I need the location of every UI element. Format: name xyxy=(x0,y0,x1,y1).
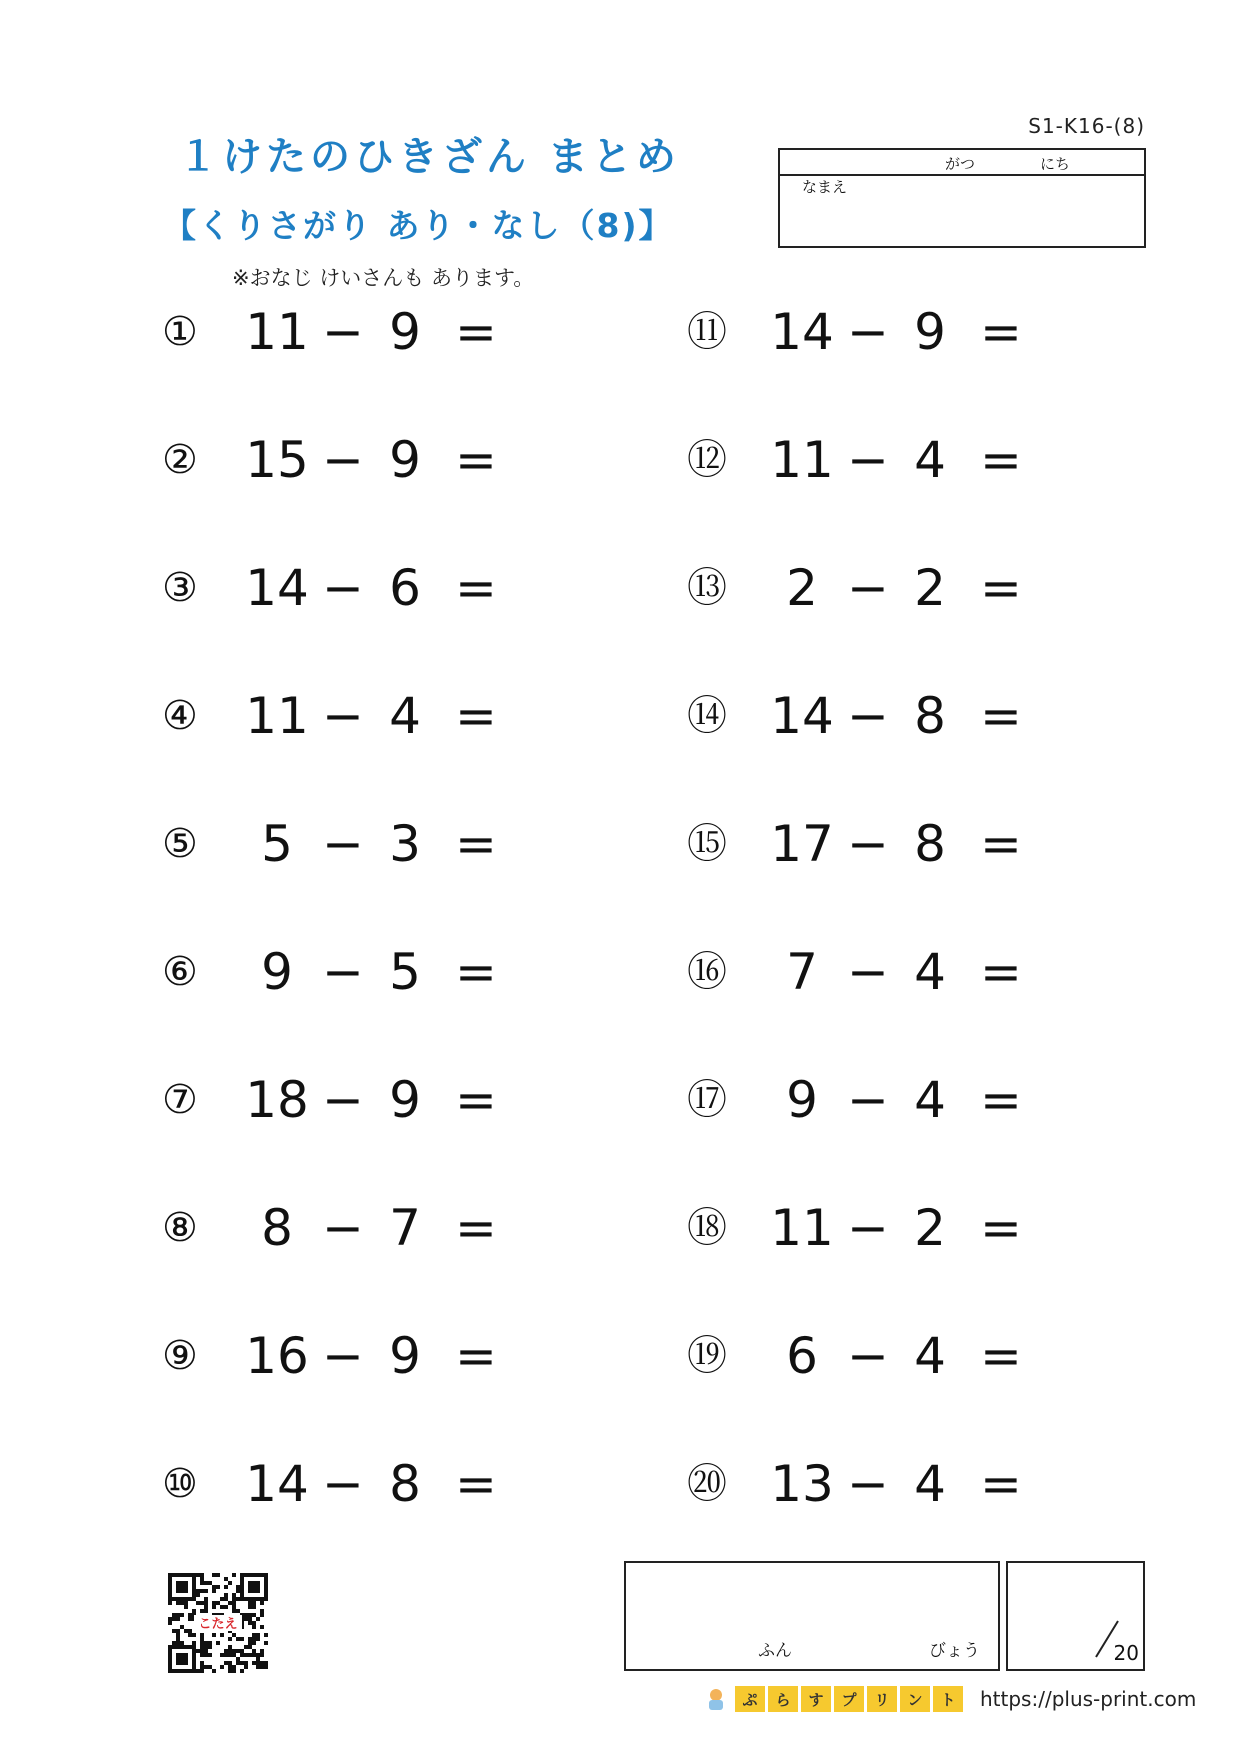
problem-row xyxy=(687,1065,1047,1135)
problem-op: − xyxy=(322,431,364,489)
problem-b: 8 xyxy=(914,687,946,745)
problem-a: 11 xyxy=(245,303,309,361)
problem-row xyxy=(162,1321,522,1391)
problem-eq: = xyxy=(455,431,497,489)
problem-row xyxy=(687,553,1047,623)
problem-row xyxy=(687,297,1047,367)
problem-eq: = xyxy=(455,1071,497,1129)
problem-a: 9 xyxy=(261,943,293,1001)
problem-eq: = xyxy=(980,815,1022,873)
brand-tile: リ xyxy=(867,1686,897,1712)
page-title: １けたのひきざん まとめ xyxy=(178,134,680,180)
problem-row xyxy=(687,1193,1047,1263)
problem-a: 11 xyxy=(770,1199,834,1257)
problem-op: − xyxy=(322,815,364,873)
problem-eq: = xyxy=(980,1071,1022,1129)
problem-b: 7 xyxy=(389,1199,421,1257)
problem-num: ⑲ xyxy=(687,1333,727,1379)
problem-eq: = xyxy=(455,1199,497,1257)
problem-num: ⑬ xyxy=(687,565,727,611)
problem-num: ③ xyxy=(162,565,198,611)
brand-tile: ン xyxy=(900,1686,930,1712)
problem-row xyxy=(687,809,1047,879)
problem-eq: = xyxy=(455,1455,497,1513)
problem-op: − xyxy=(322,559,364,617)
problem-eq: = xyxy=(980,1327,1022,1385)
problem-num: ⑨ xyxy=(162,1333,198,1379)
problem-b: 9 xyxy=(914,303,946,361)
problem-b: 4 xyxy=(914,943,946,1001)
problem-op: − xyxy=(322,1455,364,1513)
score-total: 20 xyxy=(1113,1641,1139,1665)
brand-tile: ト xyxy=(933,1686,963,1712)
problem-num: ⑥ xyxy=(162,949,198,995)
problem-op: − xyxy=(847,303,889,361)
score-box xyxy=(1006,1561,1145,1671)
problem-a: 14 xyxy=(245,559,309,617)
problem-b: 8 xyxy=(914,815,946,873)
problem-eq: = xyxy=(455,1327,497,1385)
problem-num: ⑩ xyxy=(162,1461,198,1507)
problem-b: 5 xyxy=(389,943,421,1001)
problem-row xyxy=(687,937,1047,1007)
problem-op: − xyxy=(847,559,889,617)
qr-code-icon xyxy=(168,1573,268,1673)
problem-op: − xyxy=(322,1327,364,1385)
problem-a: 15 xyxy=(245,431,309,489)
qr-label: こたえ xyxy=(198,1617,238,1632)
problem-a: 16 xyxy=(245,1327,309,1385)
problem-num: ① xyxy=(162,309,198,355)
problem-a: 8 xyxy=(261,1199,293,1257)
brand-tile: ら xyxy=(768,1686,798,1712)
problem-num: ⑧ xyxy=(162,1205,198,1251)
problem-op: − xyxy=(847,1455,889,1513)
problem-op: − xyxy=(322,1071,364,1129)
month-label: がつ xyxy=(945,155,976,173)
problem-b: 4 xyxy=(914,1071,946,1129)
problem-op: − xyxy=(847,943,889,1001)
problem-eq: = xyxy=(980,943,1022,1001)
brand-tile: ぷ xyxy=(735,1686,765,1712)
problem-eq: = xyxy=(980,431,1022,489)
problem-row xyxy=(687,425,1047,495)
problem-row xyxy=(162,1065,522,1135)
problem-eq: = xyxy=(455,687,497,745)
problem-eq: = xyxy=(455,815,497,873)
problem-b: 3 xyxy=(389,815,421,873)
problem-row xyxy=(687,1321,1047,1391)
problem-num: ⑯ xyxy=(687,949,727,995)
problem-op: − xyxy=(322,943,364,1001)
problem-num: ⑰ xyxy=(687,1077,727,1123)
problem-a: 2 xyxy=(786,559,818,617)
problem-b: 4 xyxy=(914,1327,946,1385)
problem-num: ⑮ xyxy=(687,821,727,867)
problem-eq: = xyxy=(980,1199,1022,1257)
problem-a: 17 xyxy=(770,815,834,873)
problem-row xyxy=(162,937,522,1007)
problem-a: 6 xyxy=(786,1327,818,1385)
problem-num: ⑭ xyxy=(687,693,727,739)
problem-row xyxy=(162,1193,522,1263)
problem-row xyxy=(162,1449,522,1519)
problem-eq: = xyxy=(980,559,1022,617)
date-row xyxy=(780,150,1144,176)
problem-num: ⑫ xyxy=(687,437,727,483)
problem-a: 14 xyxy=(770,687,834,745)
problem-eq: = xyxy=(980,303,1022,361)
brand-tile: プ xyxy=(834,1686,864,1712)
problem-op: − xyxy=(847,1327,889,1385)
problem-row xyxy=(687,681,1047,751)
note-text: ※おなじ けいさんも あります。 xyxy=(232,266,535,290)
minutes-label: ふん xyxy=(758,1641,792,1661)
problem-eq: = xyxy=(980,687,1022,745)
problem-a: 14 xyxy=(245,1455,309,1513)
problem-b: 9 xyxy=(389,1327,421,1385)
problem-a: 7 xyxy=(786,943,818,1001)
problem-op: − xyxy=(847,815,889,873)
problem-b: 9 xyxy=(389,431,421,489)
problem-num: ⑪ xyxy=(687,309,727,355)
problem-a: 11 xyxy=(770,431,834,489)
problem-a: 9 xyxy=(786,1071,818,1129)
problem-eq: = xyxy=(980,1455,1022,1513)
problem-a: 14 xyxy=(770,303,834,361)
problem-b: 9 xyxy=(389,1071,421,1129)
problem-b: 4 xyxy=(914,431,946,489)
name-label: なまえ xyxy=(802,178,848,196)
problem-eq: = xyxy=(455,303,497,361)
brand-tile: す xyxy=(801,1686,831,1712)
problem-num: ⑳ xyxy=(687,1461,727,1507)
problem-b: 2 xyxy=(914,559,946,617)
problem-a: 13 xyxy=(770,1455,834,1513)
document-code: S1-K16-(8) xyxy=(1028,114,1145,138)
problem-a: 5 xyxy=(261,815,293,873)
brand-logo xyxy=(703,1684,1196,1714)
problem-b: 4 xyxy=(389,687,421,745)
day-label: にち xyxy=(1040,155,1071,173)
problem-eq: = xyxy=(455,559,497,617)
problem-op: − xyxy=(322,687,364,745)
problem-row xyxy=(162,681,522,751)
problem-b: 6 xyxy=(389,559,421,617)
answer-qr-code xyxy=(168,1573,268,1673)
problem-eq: = xyxy=(455,943,497,1001)
problem-op: − xyxy=(847,687,889,745)
problem-b: 4 xyxy=(914,1455,946,1513)
problem-a: 11 xyxy=(245,687,309,745)
problem-b: 8 xyxy=(389,1455,421,1513)
problem-op: − xyxy=(847,1199,889,1257)
problem-b: 9 xyxy=(389,303,421,361)
problem-b: 2 xyxy=(914,1199,946,1257)
problem-a: 18 xyxy=(245,1071,309,1129)
problem-num: ⑱ xyxy=(687,1205,727,1251)
problem-num: ④ xyxy=(162,693,198,739)
problem-row xyxy=(687,1449,1047,1519)
problem-op: − xyxy=(322,303,364,361)
problem-num: ② xyxy=(162,437,198,483)
problem-row xyxy=(162,809,522,879)
mascot-icon xyxy=(703,1686,729,1712)
seconds-label: びょう xyxy=(929,1641,980,1661)
problem-row xyxy=(162,425,522,495)
time-box xyxy=(624,1561,1000,1671)
page-subtitle: 【くりさがり あり・なし（8)】 xyxy=(163,206,674,245)
problem-row xyxy=(162,297,522,367)
problem-op: − xyxy=(847,1071,889,1129)
brand-tiles xyxy=(735,1686,966,1712)
problem-row xyxy=(162,553,522,623)
problem-num: ⑤ xyxy=(162,821,198,867)
problem-op: − xyxy=(322,1199,364,1257)
problem-op: − xyxy=(847,431,889,489)
site-url[interactable]: https://plus-print.com xyxy=(980,1687,1197,1711)
name-date-box xyxy=(778,148,1146,248)
problem-num: ⑦ xyxy=(162,1077,198,1123)
